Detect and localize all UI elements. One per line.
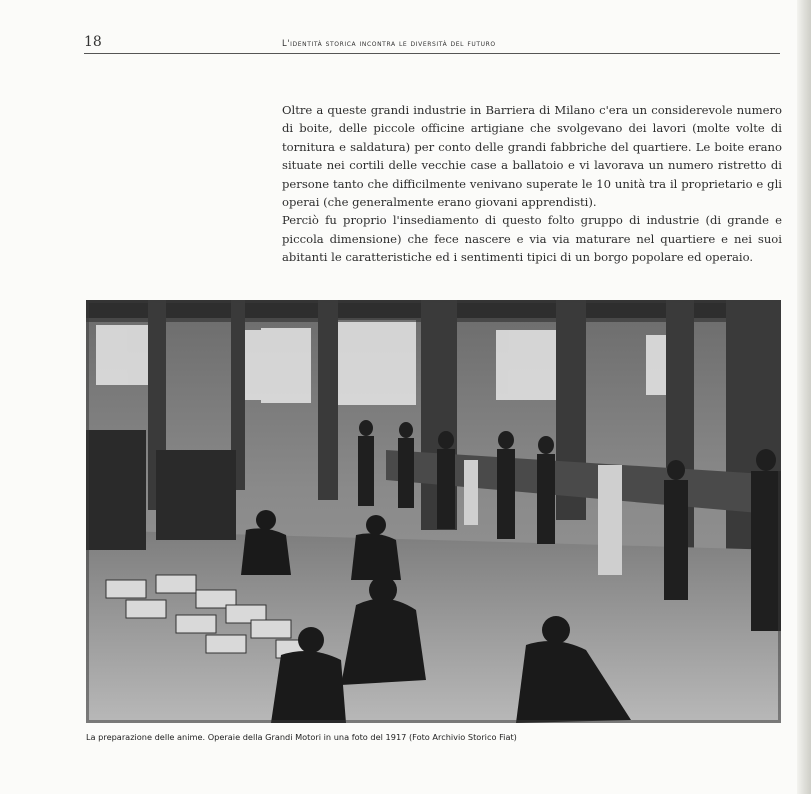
body-text [282,101,782,267]
body-paragraph-1: Oltre a queste grandi industrie in Barriera di Milano c'era un considerevole numero di boite, delle piccole officine artigiane che svolgevano dei lavori (molte volte di tornitura e saldatura) per conto delle grandi fabbriche del quartiere. Le boite erano situate nei cortili delle vecchie case a ballatoio e vi lavorava un numero ristretto di persone tanto che difficilmente venivano superate le 10 unità tra il proprietario e gli operai (che generalmente erano giovani apprendisti). [282,103,782,210]
page-edge [797,0,811,794]
running-title: L'identità storica incontra le diversità del futuro [282,38,496,48]
factory-photo-illustration [86,300,781,723]
header-rule [84,53,780,54]
page-number: 18 [84,34,102,50]
body-paragraph-2: Perciò fu proprio l'insediamento di questo folto gruppo di industrie (di grande e piccola dimensione) che fece nascere e via via maturare nel quartiere e nei suoi abitanti le caratteristiche ed i sentimenti tipici di un borgo popolare ed operaio. [282,213,782,265]
photo-caption: La preparazione delle anime. Operaie della Grandi Motori in una foto del 1917 (Foto Archivio Storico Fiat) [86,732,517,742]
historical-photo [86,300,781,723]
